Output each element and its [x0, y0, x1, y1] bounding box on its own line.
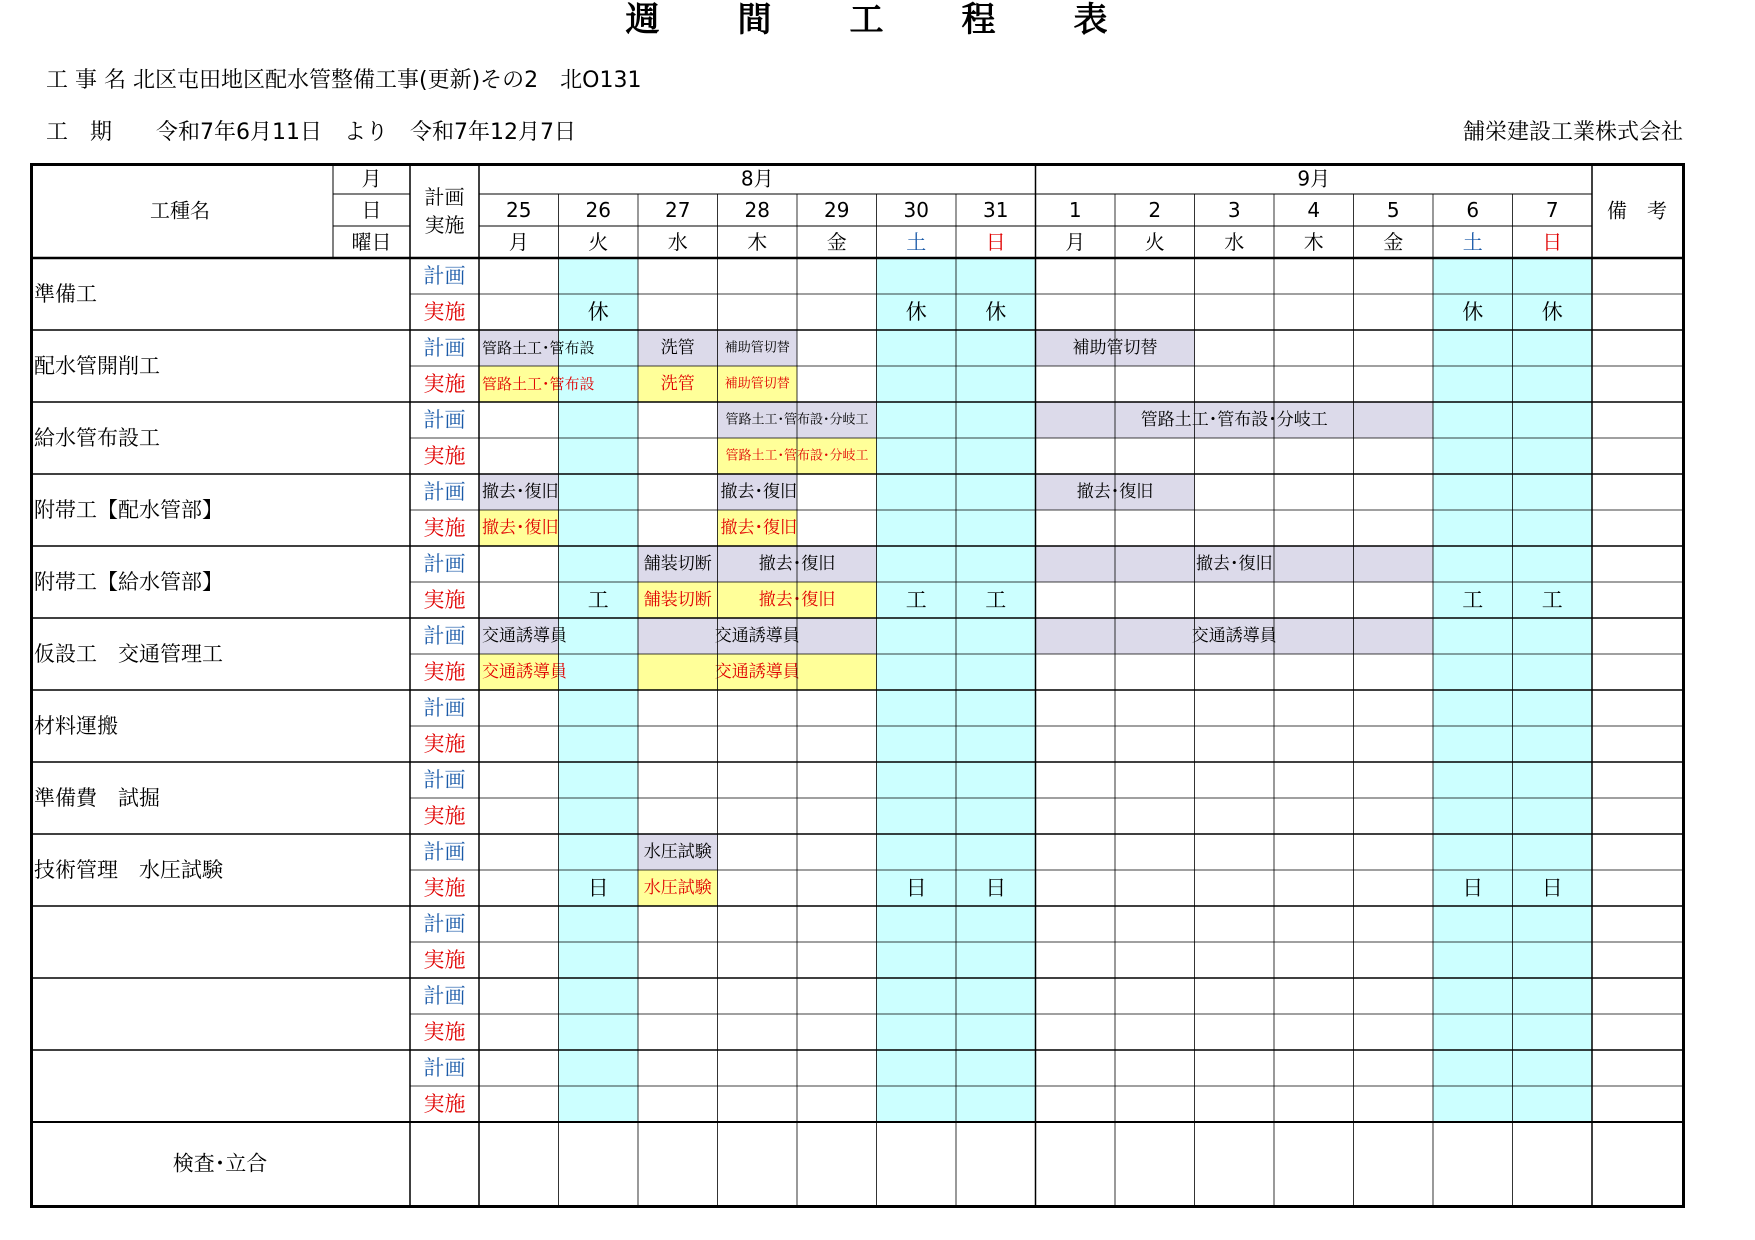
work-type-name: 技術管理 水圧試験 [34, 858, 223, 882]
inspection-label: 検査･立合 [172, 1151, 268, 1176]
actual-label: 実施 [423, 588, 466, 612]
plan-label: 計画 [423, 984, 466, 1008]
company-name: 舗栄建設工業株式会社 [1462, 120, 1683, 145]
header-do-label: 実施 [424, 213, 465, 237]
day-number: 5 [1386, 198, 1400, 222]
day-number: 4 [1307, 198, 1321, 222]
actual-bar-label: 撤去･復旧 [482, 518, 559, 538]
actual-bar-label: 交通誘導員 [714, 662, 800, 682]
plan-label: 計画 [423, 1056, 466, 1080]
schedule-table [30, 163, 1685, 1208]
day-note: 日 [1462, 876, 1484, 900]
day-number: 26 [585, 198, 611, 222]
day-number: 30 [903, 198, 929, 222]
actual-bar-label: 補助管切替 [724, 376, 790, 392]
plan-label: 計画 [423, 768, 466, 792]
day-note: 工 [587, 588, 609, 612]
day-note: 日 [985, 876, 1007, 900]
actual-label: 実施 [423, 876, 466, 900]
actual-bar-label: 舗装切断 [643, 590, 712, 610]
day-note: 工 [905, 588, 927, 612]
construction-period: 工 期 令和7年6月11日 より 令和7年12月7日 [46, 120, 576, 145]
day-note: 休 [587, 300, 609, 324]
day-weekday: 日 [985, 230, 1006, 254]
day-number: 7 [1545, 198, 1559, 222]
actual-bar-label: 管路土工･管布設･分岐工 [725, 448, 869, 464]
day-weekday: 金 [1383, 230, 1404, 254]
work-type-name: 準備費 試掘 [34, 786, 160, 810]
plan-bar-label: 交通誘導員 [482, 626, 567, 646]
work-type-name: 材料運搬 [34, 714, 118, 738]
plan-bar-label: 舗装切断 [643, 554, 712, 574]
day-weekday: 木 [747, 230, 768, 254]
actual-label: 実施 [423, 444, 466, 468]
actual-label: 実施 [423, 948, 466, 972]
plan-bar-label: 交通誘導員 [1191, 626, 1277, 646]
day-weekday: 土 [1462, 230, 1483, 254]
plan-label: 計画 [423, 696, 466, 720]
day-number: 25 [506, 198, 532, 222]
actual-bar-label: 撤去･復旧 [758, 590, 836, 610]
actual-label: 実施 [423, 732, 466, 756]
work-type-name: 仮設工 交通管理工 [34, 642, 223, 666]
plan-label: 計画 [423, 408, 466, 432]
day-note: 休 [1541, 300, 1563, 324]
day-number: 6 [1466, 198, 1480, 222]
day-weekday: 水 [1224, 230, 1245, 254]
month-1: 8月 [740, 166, 774, 191]
plan-bar-label: 交通誘導員 [714, 626, 800, 646]
day-weekday: 水 [667, 230, 688, 254]
day-note: 工 [1541, 588, 1563, 612]
day-number: 28 [744, 198, 770, 222]
work-type-name: 給水管布設工 [34, 426, 160, 450]
actual-bar-label: 管路土工･管布設 [482, 375, 595, 393]
plan-label: 計画 [423, 624, 466, 648]
page-title: 週 間 工 程 表 [625, 0, 1130, 40]
actual-label: 実施 [423, 372, 466, 396]
work-type-name: 附帯工【配水管部】 [34, 498, 223, 522]
day-number: 1 [1068, 198, 1082, 222]
plan-bar-label: 補助管切替 [1072, 338, 1158, 358]
day-number: 3 [1227, 198, 1241, 222]
plan-label: 計画 [423, 336, 466, 360]
actual-bar-label: 交通誘導員 [482, 662, 567, 682]
actual-label: 実施 [423, 660, 466, 684]
actual-bar-label: 洗管 [660, 374, 695, 394]
work-type-name: 準備工 [34, 282, 97, 306]
header-remarks: 備 考 [1607, 198, 1667, 223]
schedule-grid [30, 163, 1685, 1208]
plan-bar-label: 撤去･復旧 [758, 554, 836, 574]
day-weekday: 土 [906, 230, 927, 254]
day-number: 31 [983, 198, 1009, 222]
plan-label: 計画 [423, 480, 466, 504]
actual-label: 実施 [423, 1092, 466, 1116]
day-note: 工 [985, 588, 1007, 612]
actual-label: 実施 [423, 516, 466, 540]
plan-bar-label: 洗管 [660, 338, 695, 358]
plan-label: 計画 [423, 912, 466, 936]
plan-bar-label: 撤去･復旧 [1076, 482, 1154, 502]
plan-label: 計画 [423, 264, 466, 288]
month-2: 9月 [1297, 166, 1331, 191]
plan-bar-label: 撤去･復旧 [482, 482, 559, 502]
header-koshu: 工種名 [150, 198, 210, 223]
plan-label: 計画 [423, 840, 466, 864]
plan-bar-label: 管路土工･管布設 [482, 339, 595, 357]
day-weekday: 月 [1065, 230, 1086, 254]
plan-bar-label: 撤去･復旧 [720, 482, 797, 502]
day-weekday: 火 [588, 230, 609, 254]
actual-label: 実施 [423, 804, 466, 828]
day-weekday: 金 [826, 230, 847, 254]
day-note: 休 [1462, 300, 1484, 324]
actual-bar-label: 水圧試験 [643, 878, 712, 898]
day-note: 休 [905, 300, 927, 324]
day-note: 工 [1462, 588, 1484, 612]
day-weekday: 火 [1144, 230, 1165, 254]
header-day-label: 日 [361, 198, 382, 222]
plan-label: 計画 [423, 552, 466, 576]
plan-bar-label: 撤去･復旧 [1196, 554, 1273, 574]
work-type-name: 配水管開削工 [34, 354, 160, 378]
header-month-label: 月 [361, 166, 382, 191]
work-type-name: 附帯工【給水管部】 [34, 570, 223, 594]
day-note: 日 [587, 876, 609, 900]
actual-label: 実施 [423, 300, 466, 324]
header-plan-label: 計画 [424, 185, 465, 209]
day-note: 日 [905, 876, 927, 900]
day-weekday: 木 [1303, 230, 1324, 254]
header-weekday-label: 曜日 [351, 230, 392, 254]
plan-bar-label: 水圧試験 [643, 842, 712, 862]
actual-label: 実施 [423, 1020, 466, 1044]
plan-bar-label: 管路土工･管布設･分岐工 [725, 412, 869, 428]
plan-bar-label: 管路土工･管布設･分岐工 [1140, 410, 1328, 430]
day-weekday: 月 [508, 230, 529, 254]
project-name: 工 事 名 北区屯田地区配水管整備工事(更新)その2 北O131 [46, 68, 642, 93]
day-number: 27 [665, 198, 691, 222]
plan-bar-label: 補助管切替 [724, 340, 790, 356]
day-number: 29 [824, 198, 850, 222]
actual-bar-label: 撤去･復旧 [720, 518, 797, 538]
day-number: 2 [1148, 198, 1162, 222]
day-note: 休 [985, 300, 1007, 324]
day-weekday: 日 [1542, 230, 1563, 254]
day-note: 日 [1541, 876, 1563, 900]
